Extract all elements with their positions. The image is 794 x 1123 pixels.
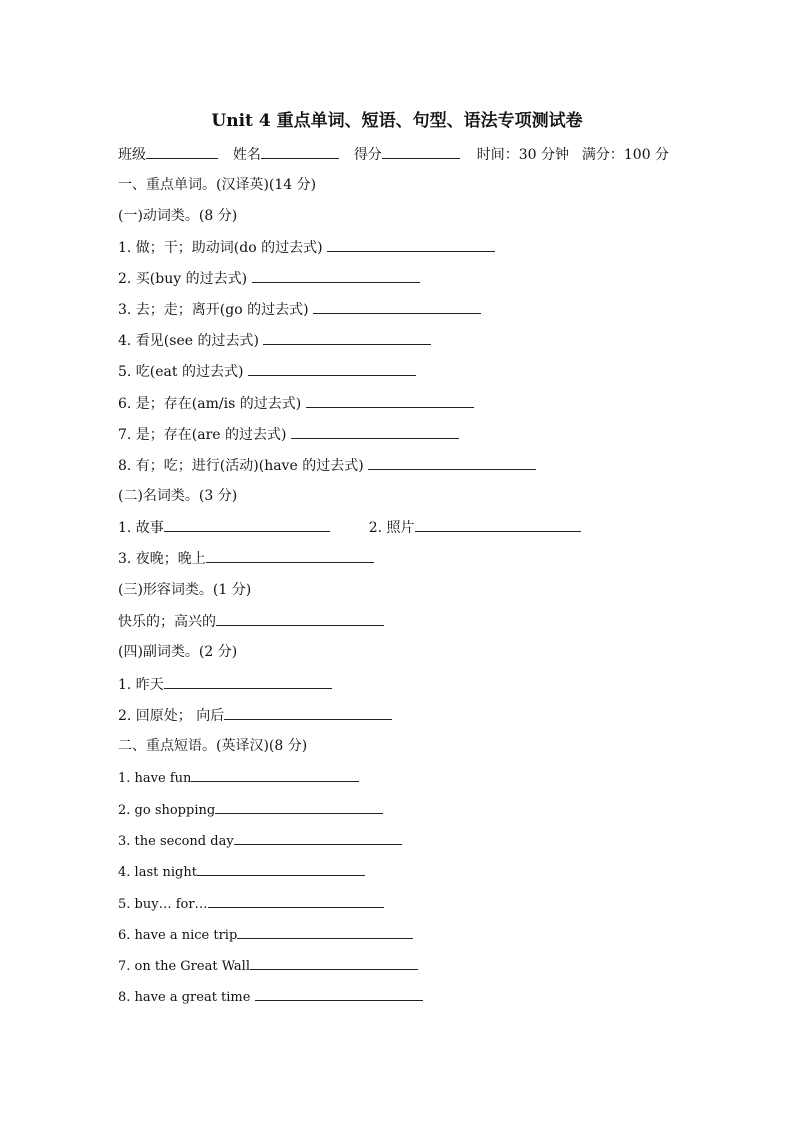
section1-heading: 一、重点单词。(汉译英)(14 分) (118, 177, 317, 193)
answer-blank[interactable] (248, 361, 416, 376)
verb-item-text: 5. 吃(eat 的过去式) (118, 364, 244, 380)
answer-blank[interactable] (208, 893, 384, 908)
phrase-item-text: 3. the second day (118, 834, 234, 849)
verb-item (118, 330, 431, 351)
phrase-item (118, 861, 365, 883)
answer-blank[interactable] (164, 674, 332, 689)
phrase-item-text: 8. have a great time (118, 990, 255, 1005)
verb-item-text: 2. 买(buy 的过去式) (118, 271, 248, 287)
phrase-item (118, 955, 418, 977)
phrase-item (118, 799, 383, 821)
answer-blank[interactable] (415, 517, 581, 532)
class-label: 班级 (118, 147, 146, 163)
phrase-item-text: 2. go shopping (118, 803, 216, 818)
section2-heading: 二、重点短语。(英译汉)(8 分) (118, 738, 308, 754)
noun-item-text: 1. 故事 (118, 520, 164, 536)
verb-item-text: 7. 是；存在(are 的过去式) (118, 427, 287, 443)
noun-item (118, 548, 374, 569)
verb-item (118, 299, 481, 320)
answer-blank[interactable] (306, 393, 474, 408)
name-label: 姓名 (232, 147, 261, 163)
noun-item-text: 3. 夜晚；晚上 (118, 551, 206, 567)
answer-blank[interactable] (237, 924, 413, 939)
adverb-item (118, 674, 332, 695)
answer-blank[interactable] (327, 237, 495, 252)
noun-item-row (118, 517, 581, 538)
verb-item-text: 3. 去；走；离开(go 的过去式) (118, 302, 309, 318)
verb-item (118, 237, 495, 258)
verbs-heading: (一)动词类。(8 分) (118, 208, 238, 224)
adjectives-heading: (三)形容词类。(1 分) (118, 582, 252, 598)
score-blank[interactable] (382, 144, 460, 159)
phrase-item (118, 986, 423, 1008)
adjective-item-text: 快乐的；高兴的 (118, 614, 216, 630)
phrase-item-text: 6. have a nice trip (118, 928, 238, 943)
verb-item (118, 424, 459, 445)
phrase-item-text: 5. buy… for… (118, 897, 208, 912)
verb-item (118, 268, 420, 289)
answer-blank[interactable] (368, 455, 536, 470)
answer-blank[interactable] (164, 517, 330, 532)
verb-item (118, 361, 416, 382)
name-blank[interactable] (261, 144, 339, 159)
nouns-heading: (二)名词类。(3 分) (118, 488, 238, 504)
phrase-item (118, 893, 384, 915)
verb-item-text: 8. 有；吃；进行(活动)(have 的过去式) (118, 458, 364, 474)
verb-item-text: 4. 看见(see 的过去式) (118, 333, 259, 349)
full-score-label: 满分：100 分 (581, 147, 670, 163)
class-blank[interactable] (146, 144, 218, 159)
noun-item-text: 2. 照片 (368, 520, 415, 536)
adverbs-heading: (四)副词类。(2 分) (118, 644, 238, 660)
answer-blank[interactable] (191, 767, 359, 782)
adverb-item-text: 2. 回原处； 向后 (118, 708, 225, 724)
adverb-item-text: 1. 昨天 (118, 677, 164, 693)
answer-blank[interactable] (197, 861, 365, 876)
phrase-item (118, 924, 413, 946)
score-label: 得分 (353, 147, 382, 163)
adjective-item (118, 611, 384, 632)
answer-blank[interactable] (234, 830, 402, 845)
answer-blank[interactable] (206, 548, 374, 563)
answer-blank[interactable] (313, 299, 481, 314)
phrase-item-text: 1. have fun (118, 771, 192, 786)
verb-item (118, 455, 536, 476)
answer-blank[interactable] (263, 330, 431, 345)
verb-item (118, 393, 474, 414)
answer-blank[interactable] (250, 955, 418, 970)
phrase-item-text: 4. last night (118, 865, 197, 880)
answer-blank[interactable] (255, 986, 423, 1001)
verb-item-text: 6. 是；存在(am/is 的过去式) (118, 396, 302, 412)
answer-blank[interactable] (216, 611, 384, 626)
answer-blank[interactable] (291, 424, 459, 439)
adverb-item (118, 705, 392, 726)
answer-blank[interactable] (252, 268, 420, 283)
answer-blank[interactable] (215, 799, 383, 814)
phrase-item (118, 830, 402, 852)
phrase-item (118, 767, 359, 789)
answer-blank[interactable] (224, 705, 392, 720)
verb-item-text: 1. 做；干；助动词(do 的过去式) (118, 240, 323, 256)
page-title: Unit 4 重点单词、短语、句型、语法专项测试卷 (211, 111, 583, 131)
student-info-row (118, 144, 669, 165)
phrase-item-text: 7. on the Great Wall (118, 959, 250, 974)
time-label: 时间：30 分钟 (476, 147, 569, 163)
